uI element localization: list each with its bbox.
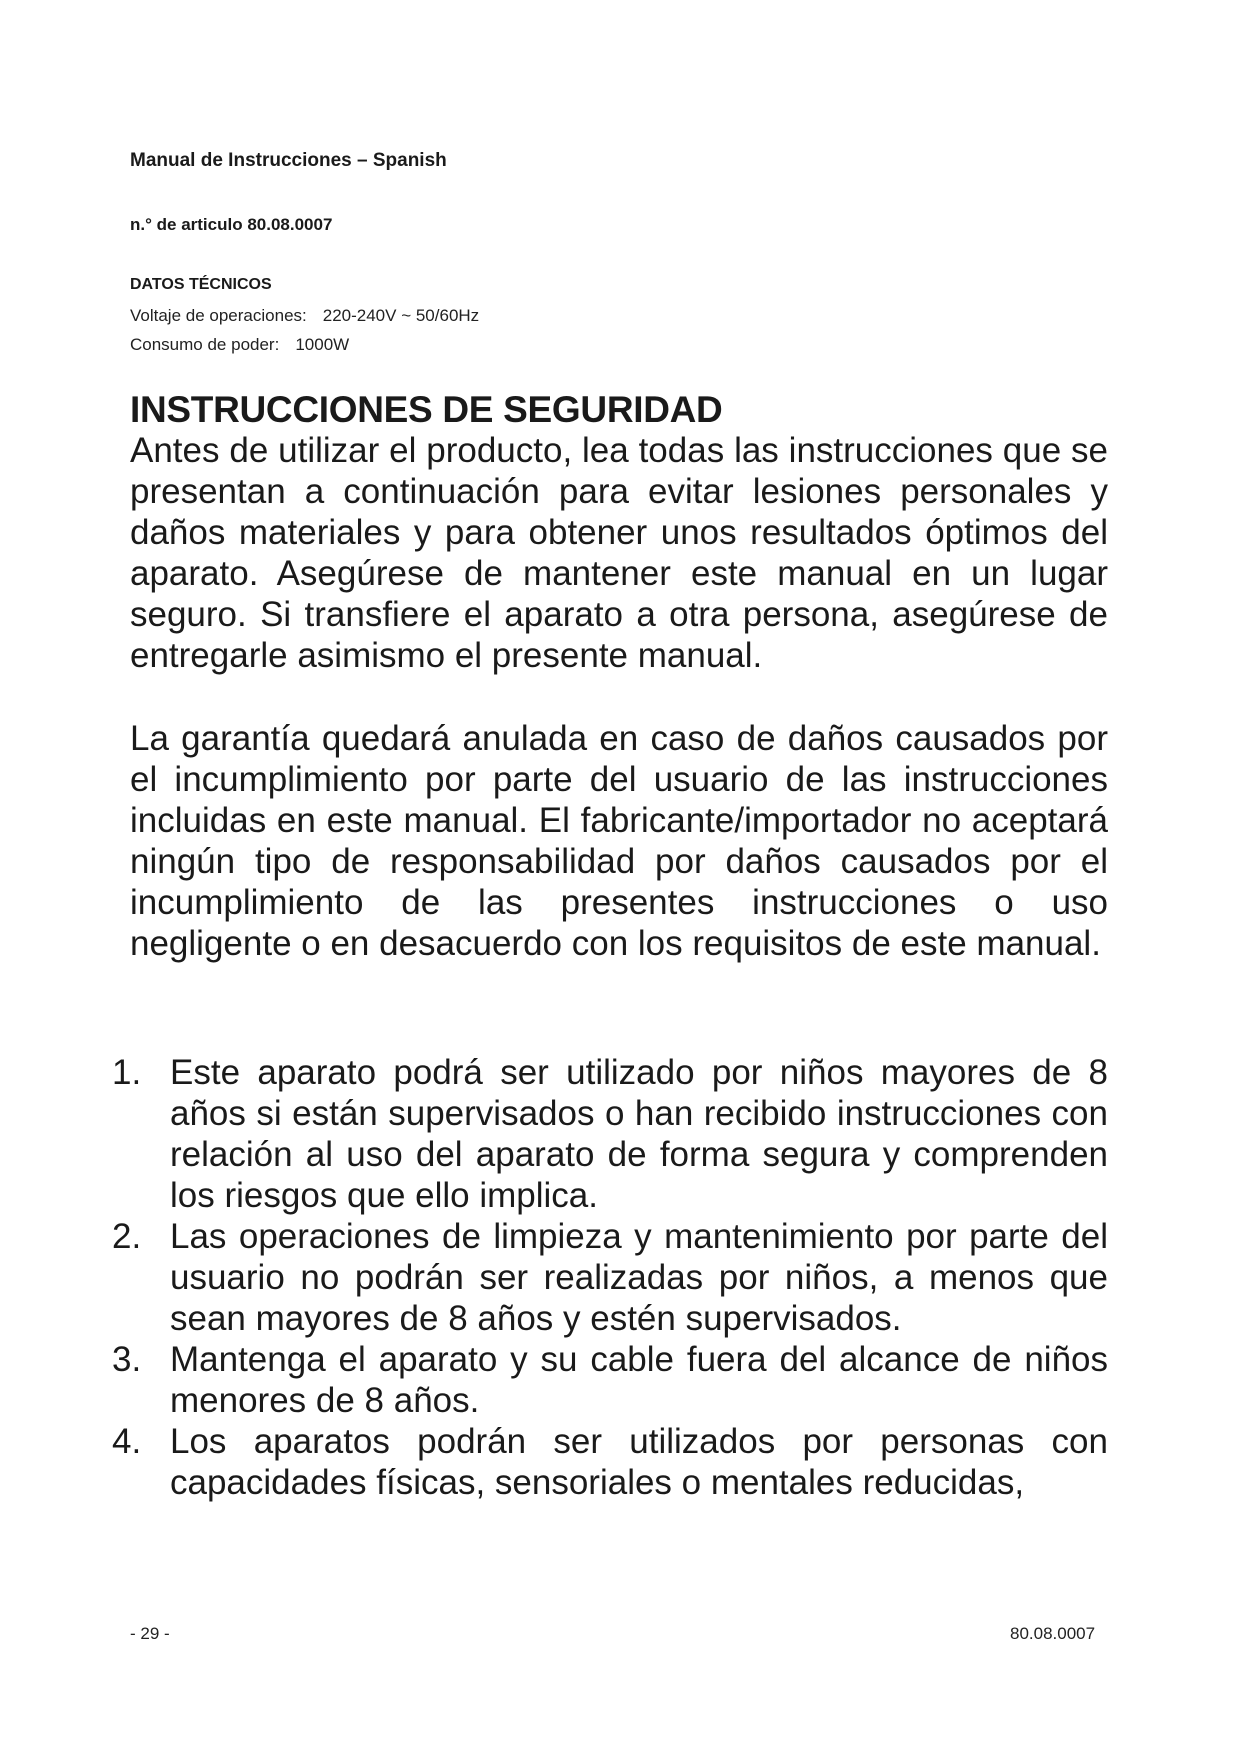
list-item <box>112 1216 1108 1339</box>
safety-heading: INSTRUCCIONES DE SEGURIDAD <box>130 389 723 430</box>
safety-paragraph-1: Antes de utilizar el producto, lea todas las instrucciones que se presentan a continuación para evitar lesiones personales y daños materiales y para obtener unos resultados óptimos del aparato. Asegúrese de mantener este manual en un lugar seguro. Si transfiere el aparato a otra persona, asegúrese de entregarle asimismo el presente manual. <box>130 431 1108 675</box>
power-label: Consumo de poder: <box>130 335 280 354</box>
list-item-text: Las operaciones de limpieza y mantenimiento por parte del usuario no podrán ser realizadas por niños, a menos que sean mayores de 8 años y estén supervisados. <box>170 1217 1108 1338</box>
list-item-number: 1. <box>112 1053 142 1092</box>
safety-paragraph-2: La garantía quedará anulada en caso de daños causados por el incumplimiento por parte del usuario de las instrucciones incluidas en este manual. El fabricante/importador no aceptará ningún tipo de responsabilidad por daños causados por el incumplimiento de las presentes instrucciones o uso negligente o en desacuerdo con los requisitos de este manual. <box>130 719 1108 963</box>
list-item-number: 2. <box>112 1217 142 1256</box>
list-item-text: Este aparato podrá ser utilizado por niños mayores de 8 años si están supervisados o han recibido instrucciones con relación al uso del aparato de forma segura y comprenden los riesgos que ello implica. <box>170 1053 1108 1215</box>
article-number: n.° de articulo 80.08.0007 <box>130 215 333 234</box>
voltage-row <box>130 306 479 326</box>
manual-title: Manual de Instrucciones – Spanish <box>130 150 447 171</box>
list-item-number: 3. <box>112 1340 142 1379</box>
voltage-label: Voltaje de operaciones: <box>130 306 307 325</box>
list-item <box>112 1339 1108 1421</box>
list-item-number: 4. <box>112 1422 142 1461</box>
list-item-text: Mantenga el aparato y su cable fuera del alcance de niños menores de 8 años. <box>170 1340 1108 1420</box>
list-item-text: Los aparatos podrán ser utilizados por personas con capacidades físicas, sensoriales o mentales reducidas, <box>170 1422 1108 1502</box>
voltage-value: 220-240V ~ 50/60Hz <box>322 306 480 325</box>
footer-model-number: 80.08.0007 <box>1010 1624 1096 1643</box>
footer-page-number: - 29 - <box>130 1624 170 1643</box>
list-item <box>112 1421 1108 1503</box>
list-item <box>112 1052 1108 1216</box>
power-row <box>130 335 349 355</box>
specs-heading: DATOS TÉCNICOS <box>130 276 272 293</box>
power-value: 1000W <box>295 335 350 354</box>
safety-list <box>112 1052 1108 1503</box>
